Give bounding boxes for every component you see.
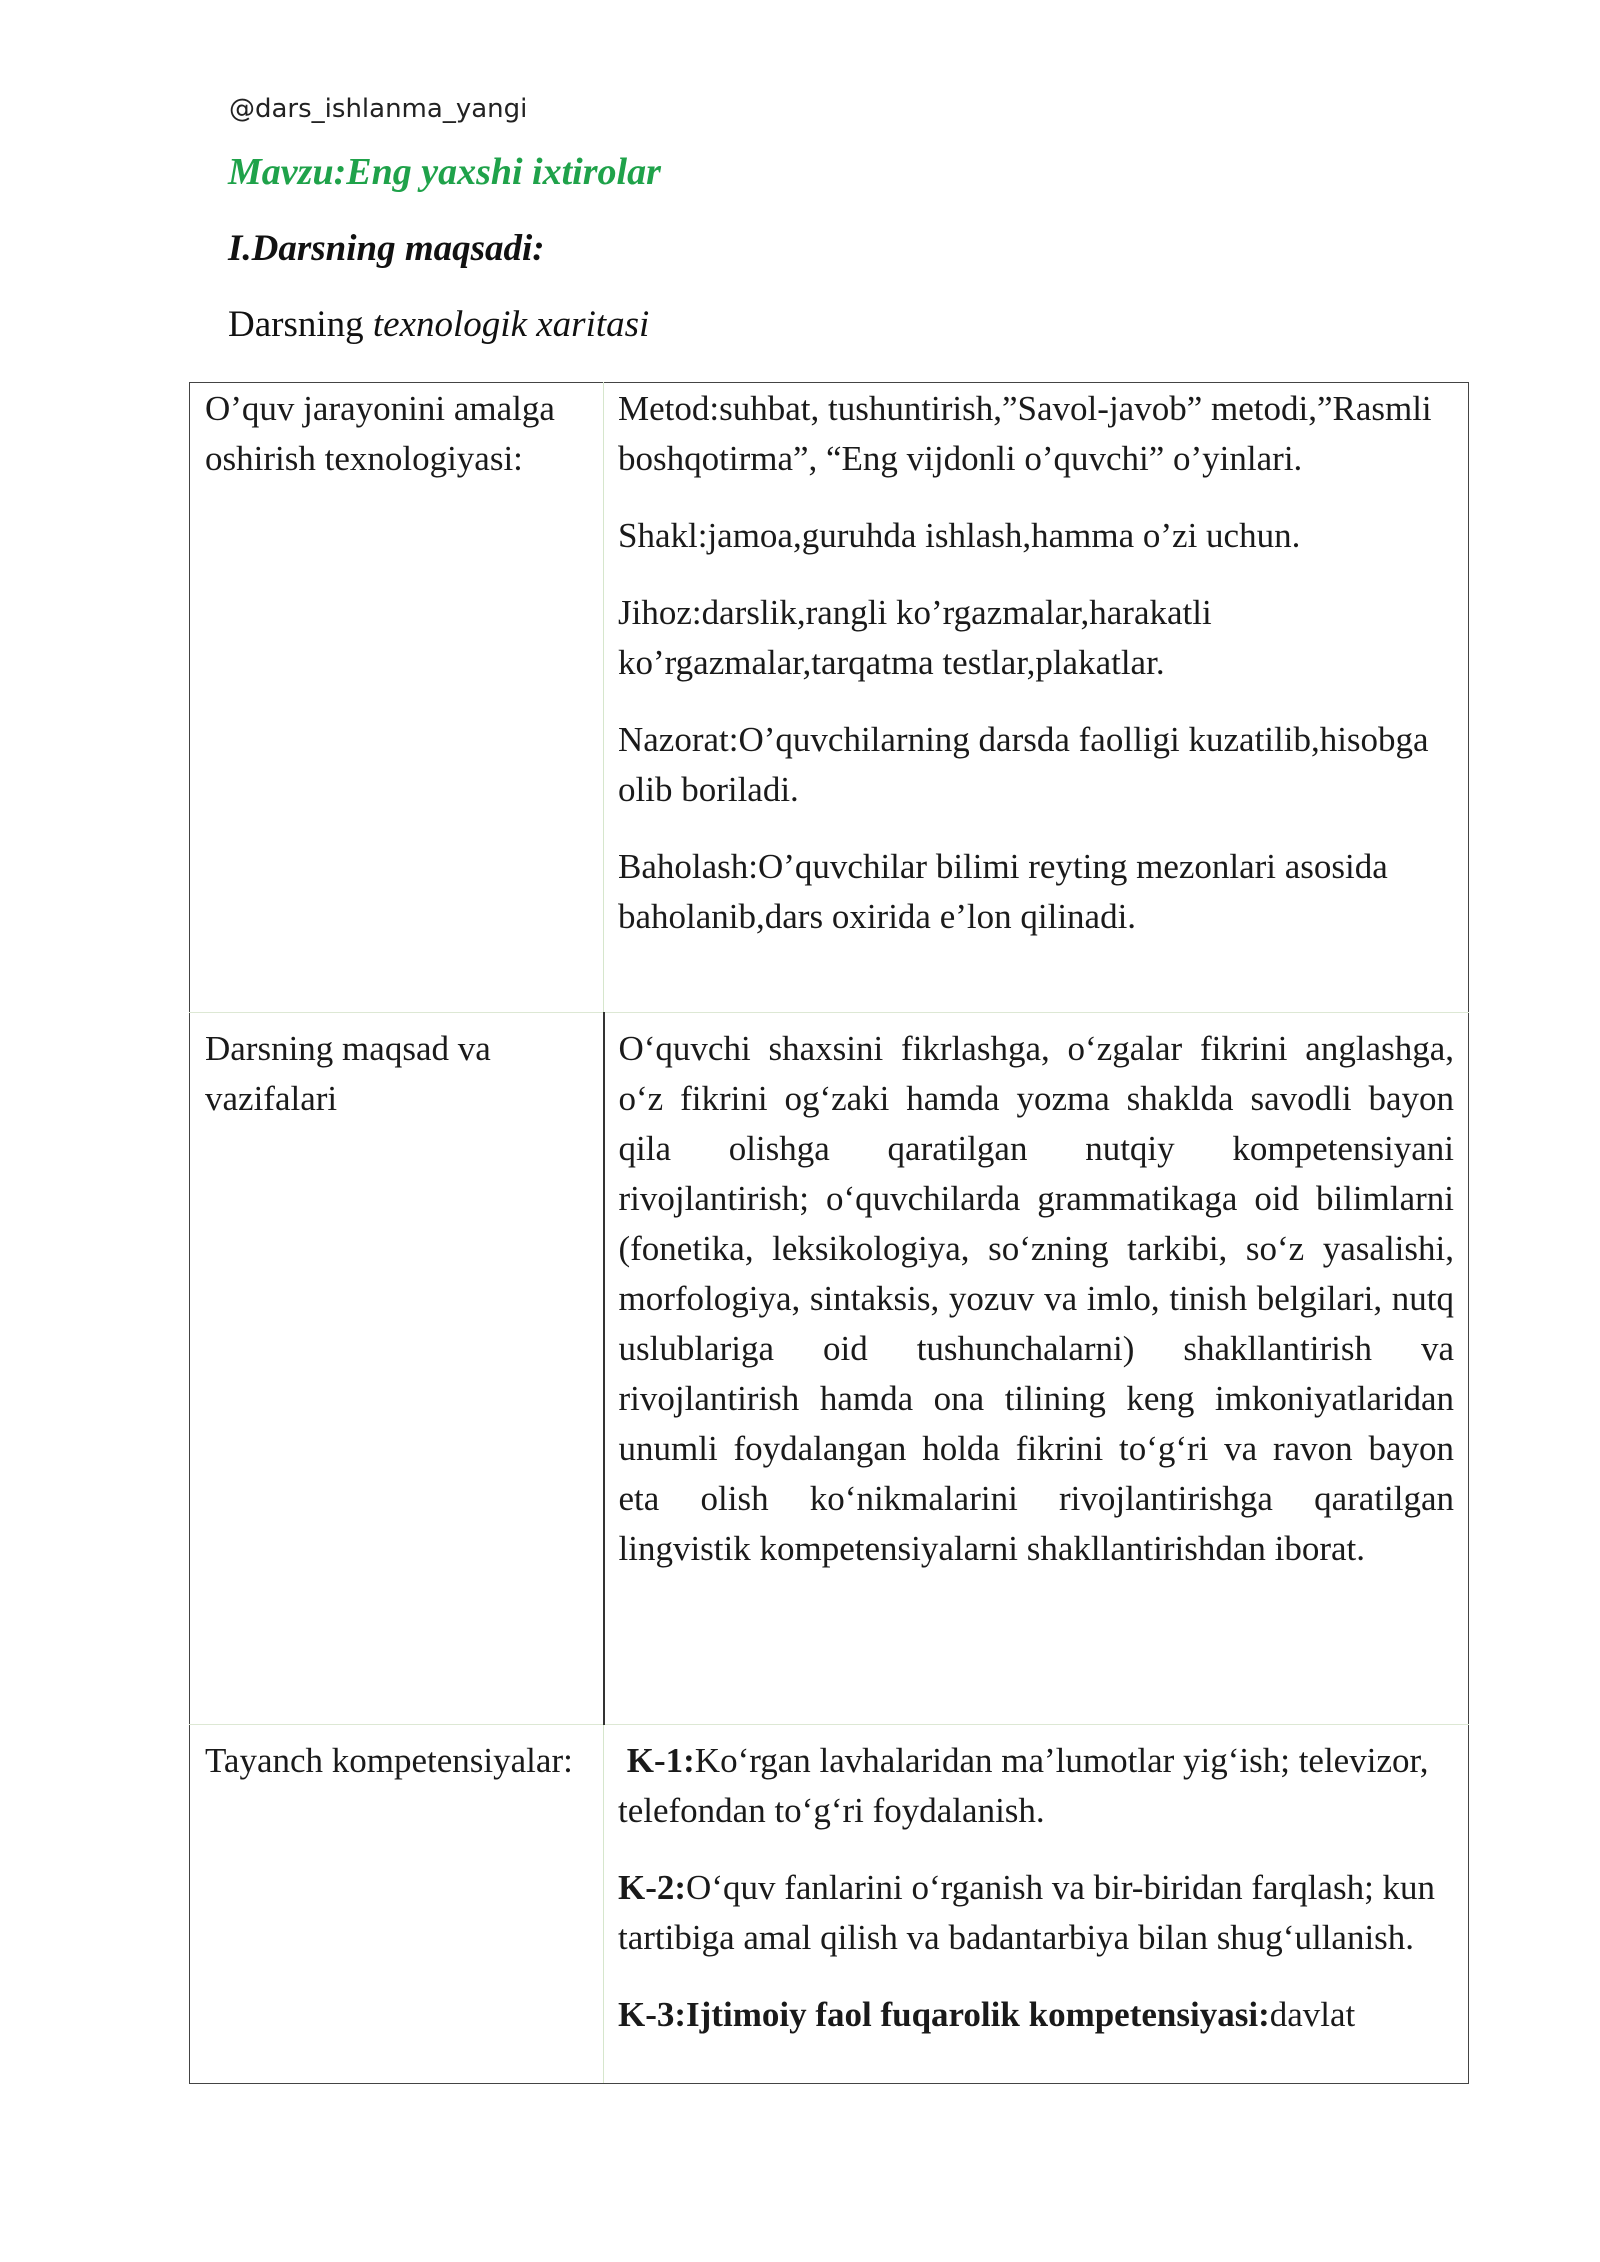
- goals-paragraph: O‘quvchi shaxsini fikrlashga, o‘zgalar fikrini anglashga, o‘z fikrini og‘zaki hamda yozma shaklda savodli bayon qila olishga qaratilgan nutqiy kompetensiyani rivojlantirish; o‘quvchilarda grammatikaga oid bilimlarni (fonetika, leksikologiya, so‘zning tarkibi, so‘z yasalishi, morfologiya, sintaksis, yozuv va imlo, tinish belgilari, nutq uslublariga oid tushunchalarni) shakllantirish va rivojlantirish hamda ona tilining keng imkoniyatlaridan unumli foydalangan holda fikrini to‘g‘ri va ravon bayon eta olish ko‘nikmalarini rivojlantirishga qaratilgan lingvistik kompetensiyalarni shakllantirishdan iborat.: [618, 1029, 1454, 1568]
- row-label-competencies: Tayanch kompetensiyalar:: [190, 1725, 604, 2084]
- map-title-plain: Darsning: [228, 304, 373, 345]
- form-paragraph: Shakl:jamoa,guruhda ishlash,hamma o’zi uchun.: [618, 516, 1301, 555]
- competency-code: K-3:Ijtimoiy faol fuqarolik kompetensiyasi:: [618, 1995, 1270, 2034]
- technology-map-title: [228, 303, 649, 346]
- competency-k3: [618, 1990, 1454, 2040]
- lesson-map-table: [189, 382, 1469, 2084]
- competency-text: davlat: [1269, 1995, 1356, 2034]
- row-content-competencies: [604, 1725, 1469, 2084]
- row-content-technology: [604, 383, 1469, 1013]
- table-row: [190, 1013, 1469, 1725]
- channel-handle: @dars_ishlanma_yangi: [229, 94, 528, 124]
- row-label-goals: Darsning maqsad va vazifalari: [190, 1013, 604, 1725]
- competency-k1: [618, 1736, 1454, 1836]
- lesson-goal-heading: I.Darsning maqsadi:: [228, 228, 545, 269]
- competency-code: K-2:: [618, 1868, 687, 1907]
- competency-text: Ko‘rgan lavhalaridan ma’lumotlar yig‘ish; televizor, telefondan to‘g‘ri foydalanish.: [618, 1741, 1429, 1830]
- competency-code: K-1:: [626, 1741, 695, 1780]
- equipment-paragraph: Jihoz:darslik,rangli ko’rgazmalar,harakatli ko’rgazmalar,tarqatma testlar,plakatlar.: [618, 593, 1212, 682]
- row-label-technology: O’quv jarayonini amalga oshirish texnologiyasi:: [190, 383, 604, 1013]
- table-row: [190, 383, 1469, 1013]
- row-content-goals: [604, 1013, 1469, 1725]
- table-row: [190, 1725, 1469, 2084]
- lesson-topic: Mavzu:Eng yaxshi ixtirolar: [228, 151, 661, 193]
- method-paragraph: Metod:suhbat, tushuntirish,”Savol-javob” metodi,”Rasmli boshqotirma”, “Eng vijdonli o’quvchi” o’yinlari.: [618, 389, 1432, 478]
- competency-text: O‘quv fanlarini o‘rganish va bir-biridan farqlash; kun tartibiga amal qilish va badantarbiya bilan shug‘ullanish.: [618, 1868, 1436, 1957]
- competency-k2: [618, 1863, 1454, 1963]
- map-title-italic: texnologik xaritasi: [372, 304, 650, 345]
- control-paragraph: Nazorat:O’quvchilarning darsda faolligi kuzatilib,hisobga olib boriladi.: [618, 720, 1429, 809]
- assessment-paragraph: Baholash:O’quvchilar bilimi reyting mezonlari asosida baholanib,dars oxirida e’lon qilinadi.: [618, 847, 1388, 936]
